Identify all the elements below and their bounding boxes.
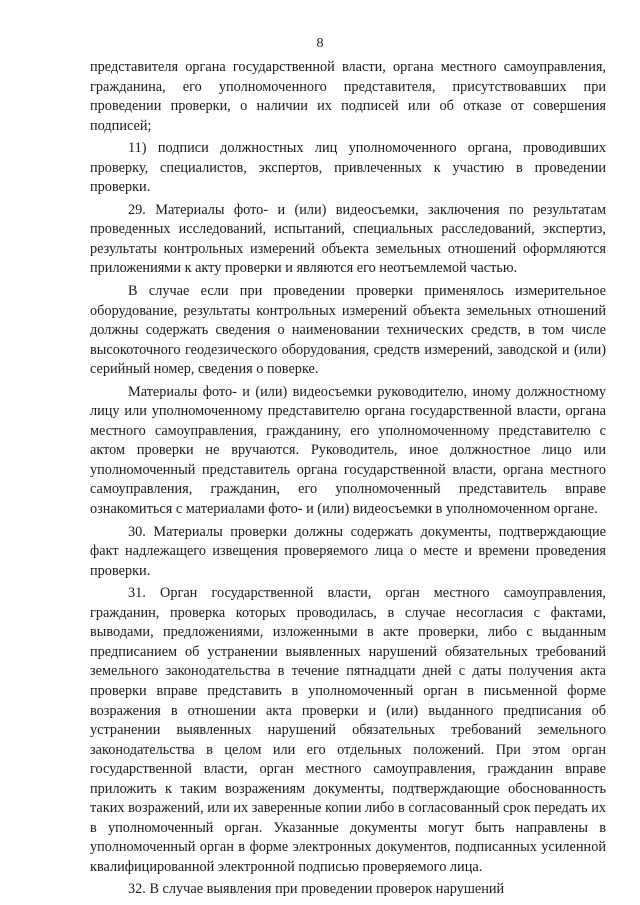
paragraph: 11) подписи должностных лиц уполномоченного органа, проводивших проверку, специалистов, экспертов, привлеченных к участию в проведении проверки.: [90, 140, 606, 196]
document-body: [90, 58, 606, 900]
paragraph: 29. Материалы фото- и (или) видеосъемки, заключения по результатам проведенных исследований, испытаний, специальных расследований, экспертиз, результаты контрольных измерений объекта земельных отношений оформляются приложениями к акту проверки и являются его неотъемлемой частью.: [90, 201, 606, 277]
paragraph: представителя органа государственной власти, органа местного самоуправления, гражданина, его уполномоченного представителя, присутствовавших при проведении проверки, о наличии их подписей или об отказе от совершения подписей;: [90, 59, 606, 134]
paragraph: 32. В случае выявления при проведении проверок нарушений: [128, 881, 505, 898]
paragraph: В случае если при проведении проверки применялось измерительное оборудование, результаты контрольных измерений объекта земельных отношений должны содержать сведения о наименовании технических средств, в том числе высокоточного геодезического оборудования, средств измерений, заводской и (или) серийный номер, сведения о поверке.: [90, 283, 606, 378]
paragraph: Материалы фото- и (или) видеосъемки руководителю, иному должностному лицу или уполномоченному представителю органа государственной власти, органа местного самоуправления, гражданину, его уполномоченному представителю с актом проверки не вручаются. Руководитель, иное должностное лицо или уполномоченный представитель органа государственной власти, органа местного самоуправления, гражданин, его уполномоченный представитель вправе ознакомиться с материалами фото- и (или) видеосъемки в уполномоченном органе.: [90, 383, 606, 518]
page-number: 8: [316, 36, 324, 51]
paragraph: 30. Материалы проверки должны содержать документы, подтверждающие факт надлежащего извещения проверяемого лица о месте и времени проведения проверки.: [90, 523, 606, 579]
paragraph: 31. Орган государственной власти, орган местного самоуправления, гражданин, проверка которых проводилась, в случае несогласия с фактами, выводами, предложениями, изложенными в акте проверки, либо с выданным предписанием об устранении выявленных нарушений обязательных требований земельного законодательства в течение пятнадцати дней с даты получения акта проверки вправе представить в уполномоченный орган в письменной форме возражения в отношении акта проверки и (или) выданного предписания об устранении выявленных нарушений обязательных требований земельного законодательства в целом или его отдельных положений. При этом орган государственной власти, орган местного самоуправления, гражданин вправе приложить к таким возражениям документы, подтверждающие обоснованность таких возражений, или их заверенные копии либо в согласованный срок передать их в уполномоченный орган. Указанные документы могут быть направлены в уполномоченный орган в форме электронных документов, подписанных усиленной квалифицированной электронной подписью проверяемого лица.: [90, 585, 606, 875]
